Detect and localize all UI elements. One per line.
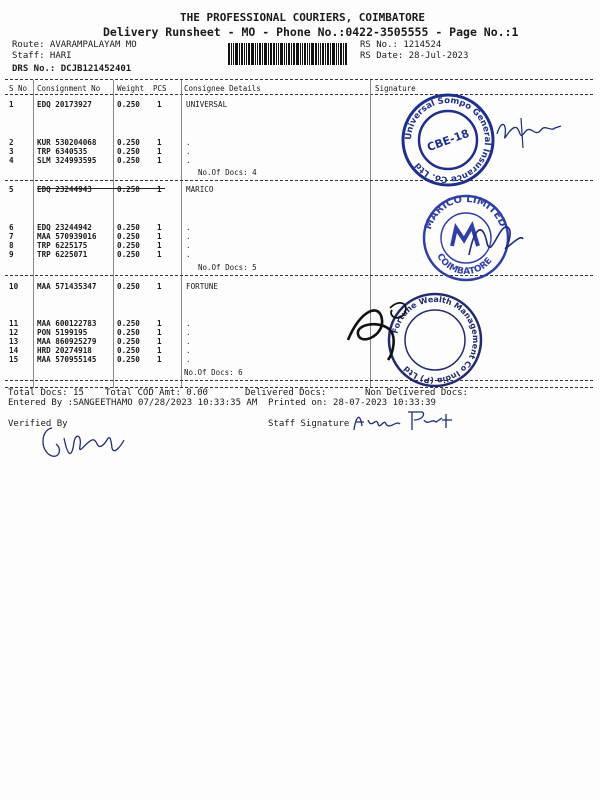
row-sno: 3 — [9, 147, 14, 156]
row-pcs: 1 — [157, 156, 162, 165]
barcode-bar — [338, 43, 339, 65]
barcode-bar — [257, 43, 258, 65]
barcode-bar — [327, 43, 329, 65]
row-pcs: 1 — [157, 147, 162, 156]
row-consignment: PON 5199195 — [37, 328, 88, 337]
barcode-bar — [332, 43, 335, 65]
row-consignee: FORTUNE — [186, 282, 219, 291]
barcode-bar — [309, 43, 310, 65]
row-sno: 6 — [9, 223, 14, 232]
row-pcs: 1 — [157, 185, 162, 194]
row-consignee: UNIVERSAL — [186, 100, 228, 109]
row-consignee: . — [186, 337, 191, 346]
barcode-bar — [255, 43, 256, 65]
col-pcs: PCS — [153, 84, 167, 93]
row-pcs: 1 — [157, 282, 162, 291]
barcode-bar — [276, 43, 277, 65]
row-consignment: MAA 570939016 — [37, 232, 97, 241]
row-sno: 9 — [9, 250, 14, 259]
row-sno: 13 — [9, 337, 19, 346]
barcode-bar — [284, 43, 285, 65]
row-weight: 0.250 — [117, 250, 140, 259]
row-pcs: 1 — [157, 250, 162, 259]
row-pcs: 1 — [157, 319, 162, 328]
fortune-stamp-ring-text: Fortune Wealth Management Co India (P) Ltd — [390, 294, 481, 386]
row-weight: 0.250 — [117, 328, 140, 337]
barcode-bar — [248, 43, 250, 65]
row-consignee: . — [186, 328, 191, 337]
row-consignee: . — [186, 232, 191, 241]
group-docs-count: No.Of Docs: 5 — [198, 263, 257, 272]
universal-signature-icon — [495, 110, 565, 150]
barcode-bar — [235, 43, 238, 65]
barcode-bar — [268, 43, 269, 65]
row-pcs: 1 — [157, 100, 162, 109]
row-consignee: . — [186, 250, 191, 259]
barcode-bar — [325, 43, 326, 65]
row-weight: 0.250 — [117, 232, 140, 241]
row-weight: 0.250 — [117, 346, 140, 355]
fortune-signature-icon — [340, 290, 420, 370]
row-weight: 0.250 — [117, 100, 140, 109]
row-consignment: MAA 571435347 — [37, 282, 97, 291]
total-docs: Total Docs: 15 — [8, 388, 84, 398]
universal-stamp-ring-text: Universal Sompo General Insurance Co. Ltd — [403, 95, 493, 185]
row-pcs: 1 — [157, 328, 162, 337]
row-weight: 0.250 — [117, 147, 140, 156]
total-cod: Total COD Amt: 0.00 — [105, 388, 208, 398]
row-consignee: . — [186, 156, 191, 165]
row-sno: 15 — [9, 355, 19, 364]
staff-signature-label: Staff Signature — [268, 419, 350, 429]
barcode-bar — [318, 43, 319, 65]
barcode-bar — [320, 43, 321, 65]
barcode-bar — [270, 43, 272, 65]
barcode-bar — [286, 43, 287, 65]
row-pcs: 1 — [157, 232, 162, 241]
row-sno: 8 — [9, 241, 14, 250]
row-consignee: . — [186, 319, 191, 328]
barcode-bar — [241, 43, 243, 65]
row-weight: 0.250 — [117, 185, 140, 194]
row-consignment: EDQ 20173927 — [37, 100, 92, 109]
barcode-bar — [239, 43, 240, 65]
row-weight: 0.250 — [117, 156, 140, 165]
barcode-bar — [246, 43, 247, 65]
row-consignment: SLM 324993595 — [37, 156, 97, 165]
verified-by-label: Verified By — [8, 419, 68, 429]
barcode-bar — [251, 43, 254, 65]
barcode-bar — [340, 43, 342, 65]
staff-signature-icon — [350, 406, 460, 436]
runsheet-subtitle: Delivery Runsheet - MO - Phone No.:0422-3505555 - Page No.:1 — [103, 25, 519, 39]
group-docs-count: No.Of Docs: 4 — [198, 168, 257, 177]
row-consignment: MAA 570955145 — [37, 355, 97, 364]
barcode-image — [228, 43, 358, 65]
company-title: THE PROFESSIONAL COURIERS, COIMBATORE — [180, 11, 426, 24]
barcode-bar — [231, 43, 232, 65]
row-sno: 12 — [9, 328, 19, 337]
barcode-bar — [307, 43, 308, 65]
delivered-docs: Delivered Docs: — [245, 388, 327, 398]
row-consignment: TRP 6340535 — [37, 147, 88, 156]
printed-on: Printed on: 28-07-2023 10:33:39 — [268, 398, 436, 408]
row-sno: 7 — [9, 232, 14, 241]
barcode-bar — [273, 43, 275, 65]
row-pcs: 1 — [157, 241, 162, 250]
verified-signature-icon — [38, 418, 128, 463]
row-consignment: EDQ 23244943 — [37, 185, 92, 194]
barcode-bar — [315, 43, 317, 65]
row-consignee: . — [186, 346, 191, 355]
row-sno: 5 — [9, 185, 14, 194]
col-sno: S No — [9, 84, 28, 93]
barcode-bar — [293, 43, 295, 65]
barcode-bar — [336, 43, 337, 65]
row-consignment: EDQ 23244942 — [37, 223, 92, 232]
barcode-bar — [311, 43, 314, 65]
row-pcs: 1 — [157, 355, 162, 364]
row-consignee: . — [186, 147, 191, 156]
row-consignment: HRD 20274918 — [37, 346, 92, 355]
barcode-bar — [302, 43, 303, 65]
barcode-bar — [228, 43, 230, 65]
barcode-bar — [278, 43, 279, 65]
row-consignment: TRP 6225175 — [37, 241, 88, 250]
row-weight: 0.250 — [117, 355, 140, 364]
barcode-bar — [233, 43, 234, 65]
barcode-bar — [343, 43, 344, 65]
barcode-bar — [244, 43, 245, 65]
row-sno: 11 — [9, 319, 19, 328]
row-weight: 0.250 — [117, 319, 140, 328]
col-consignee: Consignee Details — [184, 84, 261, 93]
staff-label: Staff: HARI — [12, 51, 72, 61]
rs-number: RS No.: 1214524 — [360, 40, 442, 50]
row-consignment: MAA 600122783 — [37, 319, 97, 328]
barcode-bar — [291, 43, 292, 65]
rs-date: RS Date: 28-Jul-2023 — [360, 51, 469, 61]
barcode-bar — [259, 43, 261, 65]
entered-by: Entered By :SANGEETHAMO 07/28/2023 10:33:35 AM — [8, 398, 258, 408]
row-pcs: 1 — [157, 346, 162, 355]
barcode-bar — [264, 43, 267, 65]
row-pcs: 1 — [157, 337, 162, 346]
row-weight: 0.250 — [117, 241, 140, 250]
barcode-bar — [330, 43, 331, 65]
strike-mark — [37, 188, 165, 189]
row-weight: 0.250 — [117, 282, 140, 291]
row-consignee: MARICO — [186, 185, 214, 194]
row-consignee: . — [186, 138, 191, 147]
non-delivered-docs: Non Delivered Docs: — [365, 388, 468, 398]
marico-stamp-bottom-text: COIMBATORE — [434, 252, 495, 278]
barcode-bar — [304, 43, 306, 65]
row-weight: 0.250 — [117, 138, 140, 147]
row-consignment: TRP 6225071 — [37, 250, 88, 259]
row-consignee: . — [186, 241, 191, 250]
row-consignment: KUR 530204068 — [37, 138, 97, 147]
row-sno: 14 — [9, 346, 19, 355]
barcode-bar — [288, 43, 290, 65]
barcode-bar — [262, 43, 263, 65]
marico-stamp-top-text: MARICO LIMITED — [423, 193, 508, 232]
universal-stamp-icon — [398, 90, 498, 190]
row-weight: 0.250 — [117, 337, 140, 346]
row-pcs: 1 — [157, 223, 162, 232]
row-sno: 2 — [9, 138, 14, 147]
barcode-bar — [300, 43, 301, 65]
barcode-bar — [296, 43, 299, 65]
col-weight: Weight — [117, 84, 145, 93]
row-consignee: . — [186, 223, 191, 232]
col-signature: Signature — [375, 84, 416, 93]
universal-stamp-center: CBE-18 — [425, 126, 472, 155]
col-consignment: Consignment No — [37, 84, 101, 93]
drs-number: DRS No.: DCJB121452401 — [12, 64, 132, 74]
row-sno: 4 — [9, 156, 14, 165]
row-pcs: 1 — [157, 138, 162, 147]
row-consignee: . — [186, 355, 191, 364]
route-label: Route: AVARAMPALAYAM MO — [12, 40, 137, 50]
row-weight: 0.250 — [117, 223, 140, 232]
group-docs-count: No.Of Docs: 6 — [184, 368, 243, 377]
row-sno: 10 — [9, 282, 19, 291]
row-consignment: MAA 860925279 — [37, 337, 97, 346]
marico-signature-icon — [465, 215, 525, 265]
barcode-bar — [345, 43, 347, 65]
row-sno: 1 — [9, 100, 14, 109]
barcode-bar — [280, 43, 283, 65]
barcode-bar — [322, 43, 324, 65]
